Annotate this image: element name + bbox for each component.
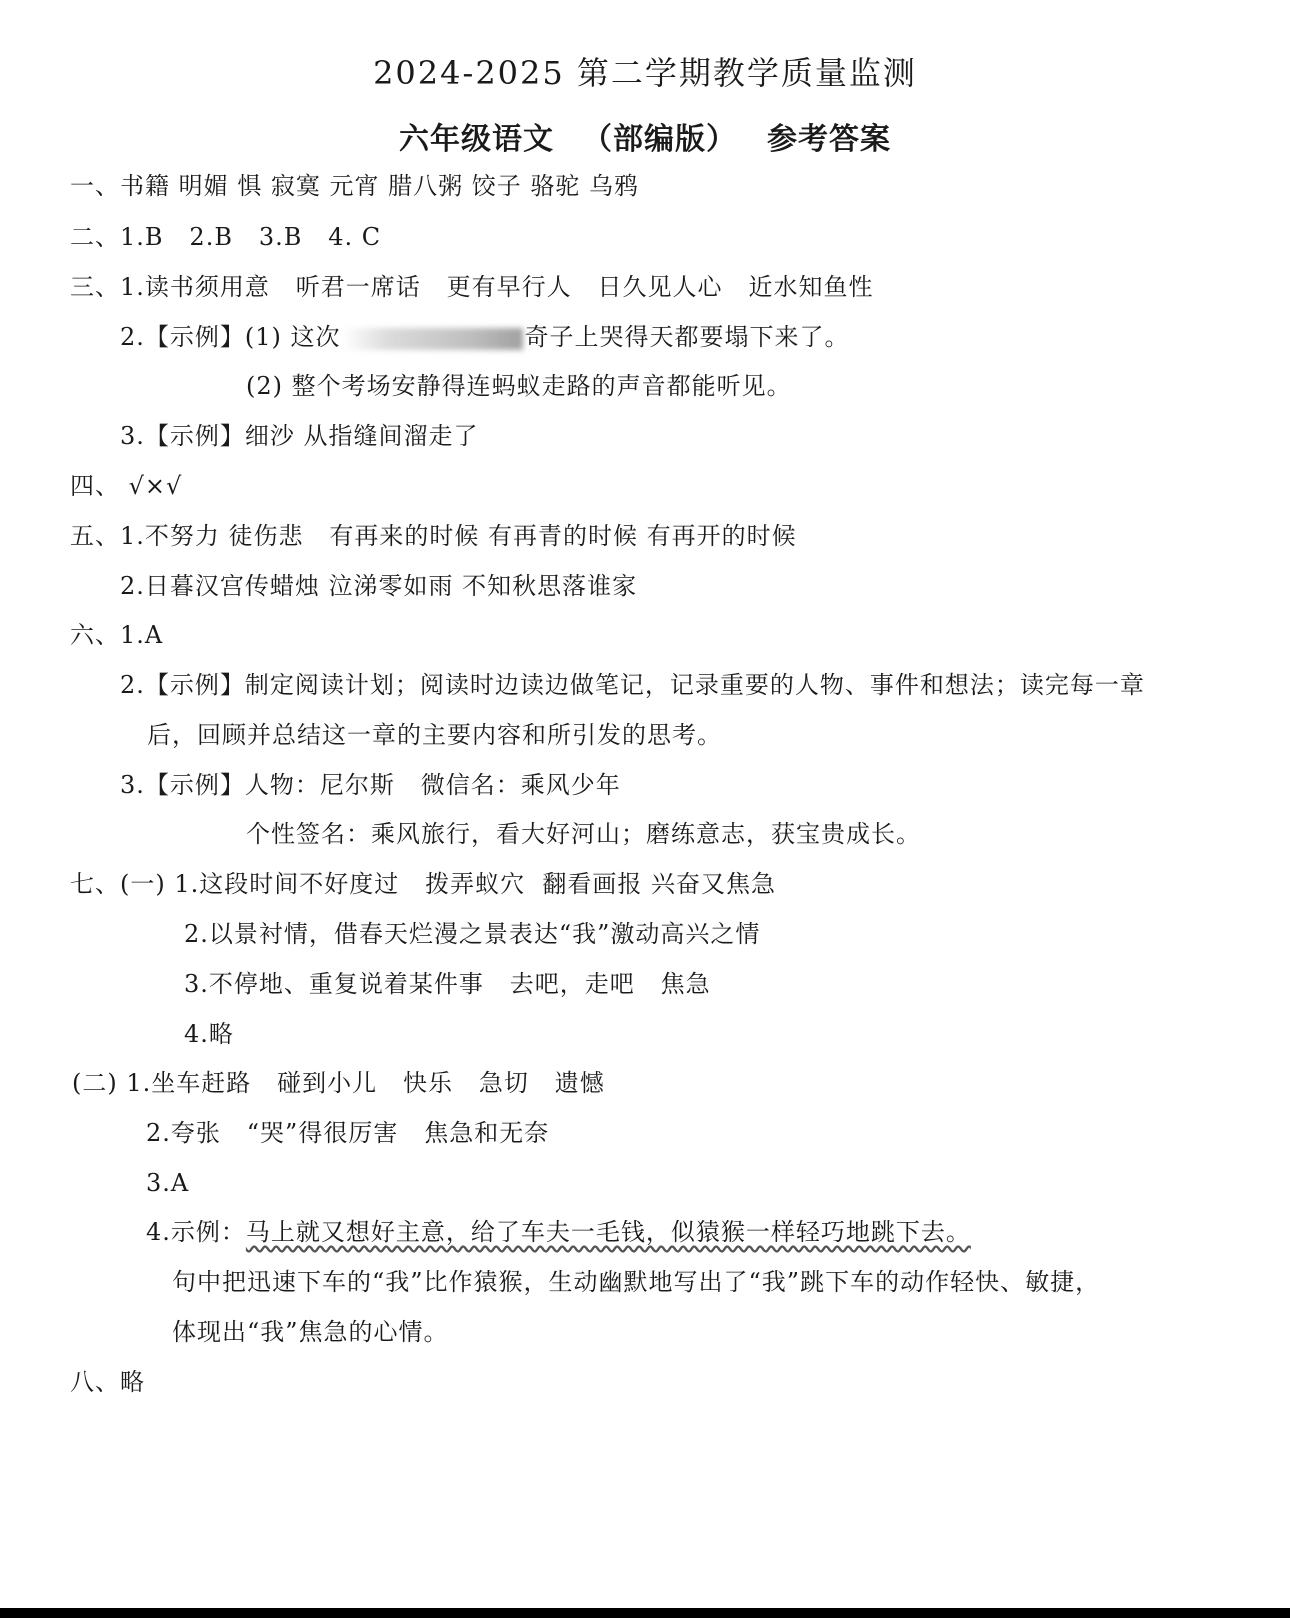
- answer-section-7-2-4-explain: 句中把迅速下车的“我”比作猿猴，生动幽默地写出了“我”跳下车的动作轻快、敏捷，: [172, 1268, 1101, 1296]
- answer-section-3-2: [120, 322, 850, 352]
- answer-section-5-2: 2.日暮汉宫传蜡烛 泣涕零如雨 不知秋思落谁家: [120, 572, 638, 600]
- answer-section-6-1: 六、1.A: [70, 621, 164, 649]
- subtitle-grade: 六年级语文: [399, 122, 554, 157]
- answer-section-7-2-3: 3.A: [146, 1169, 190, 1197]
- answer-section-7-2-4-explain-cont: 体现出“我”焦急的心情。: [172, 1318, 449, 1346]
- answer-3-2-start: 2.【示例】(1) 这次: [120, 323, 341, 351]
- answer-section-8: 八、略: [70, 1368, 145, 1396]
- answer-section-6-3-signature: 个性签名：乘风旅行，看大好河山；磨练意志，获宝贵成长。: [246, 820, 921, 848]
- page-subtitle: [0, 114, 1290, 158]
- answer-section-6-2-cont: 后，回顾并总结这一章的主要内容和所引发的思考。: [147, 721, 722, 749]
- answer-section-4: 四、 √×√: [70, 472, 183, 500]
- subtitle-answer: 参考答案: [767, 122, 891, 157]
- underlined-quote: 马上就又想好主意，给了车夫一毛钱，似猿猴一样轻巧地跳下去。: [245, 1218, 971, 1246]
- answer-section-7-2-4: [146, 1217, 971, 1247]
- answer-section-3-2-example2: (2) 整个考场安静得连蚂蚁走路的声音都能听见。: [246, 372, 792, 400]
- answer-section-6-2: 2.【示例】制定阅读计划；阅读时边读边做笔记，记录重要的人物、事件和想法；读完每一章: [120, 671, 1145, 699]
- page-title: 2024-2025 第二学期教学质量监测: [373, 54, 917, 92]
- bottom-edge-rule: [0, 1608, 1290, 1618]
- answer-section-6-3: 3.【示例】人物：尼尔斯 微信名：乘风少年: [120, 771, 621, 799]
- answer-section-3-1: 三、1.读书须用意 听君一席话 更有早行人 日久见人心 近水知鱼性: [70, 273, 874, 301]
- answer-section-7-1-4: 4.略: [184, 1020, 234, 1048]
- answer-section-7-2-2: 2.夸张 “哭”得很厉害 焦急和无奈: [146, 1119, 550, 1147]
- answer-section-7-1-3: 3.不停地、重复说着某件事 去吧，走吧 焦急: [184, 970, 711, 998]
- answer-section-1: 一、书籍 明媚 惧 寂寞 元宵 腊八粥 饺子 骆驼 乌鸦: [70, 172, 640, 200]
- answer-section-7-2-1: (二) 1.坐车赶路 碰到小儿 快乐 急切 遗憾: [72, 1069, 605, 1097]
- redacted-blur: [343, 328, 523, 350]
- answer-section-7-1-1: 七、(一) 1.这段时间不好度过 拨弄蚁穴 翻看画报 兴奋又焦急: [70, 870, 777, 898]
- answer-section-2: 二、1.B 2.B 3.B 4. C: [70, 223, 382, 251]
- answer-section-5-1: 五、1.不努力 徒伤悲 有再来的时候 有再青的时候 有再开的时候: [70, 522, 797, 550]
- example-label: 4.示例：: [146, 1218, 246, 1246]
- subtitle-edition: （部编版）: [582, 122, 737, 157]
- answer-3-2-end: 奇子上哭得天都要塌下来了。: [524, 323, 850, 351]
- answer-section-3-3: 3.【示例】细沙 从指缝间溜走了: [120, 422, 479, 450]
- answer-section-7-1-2: 2.以景衬情，借春天烂漫之景表达“我”激动高兴之情: [184, 920, 761, 948]
